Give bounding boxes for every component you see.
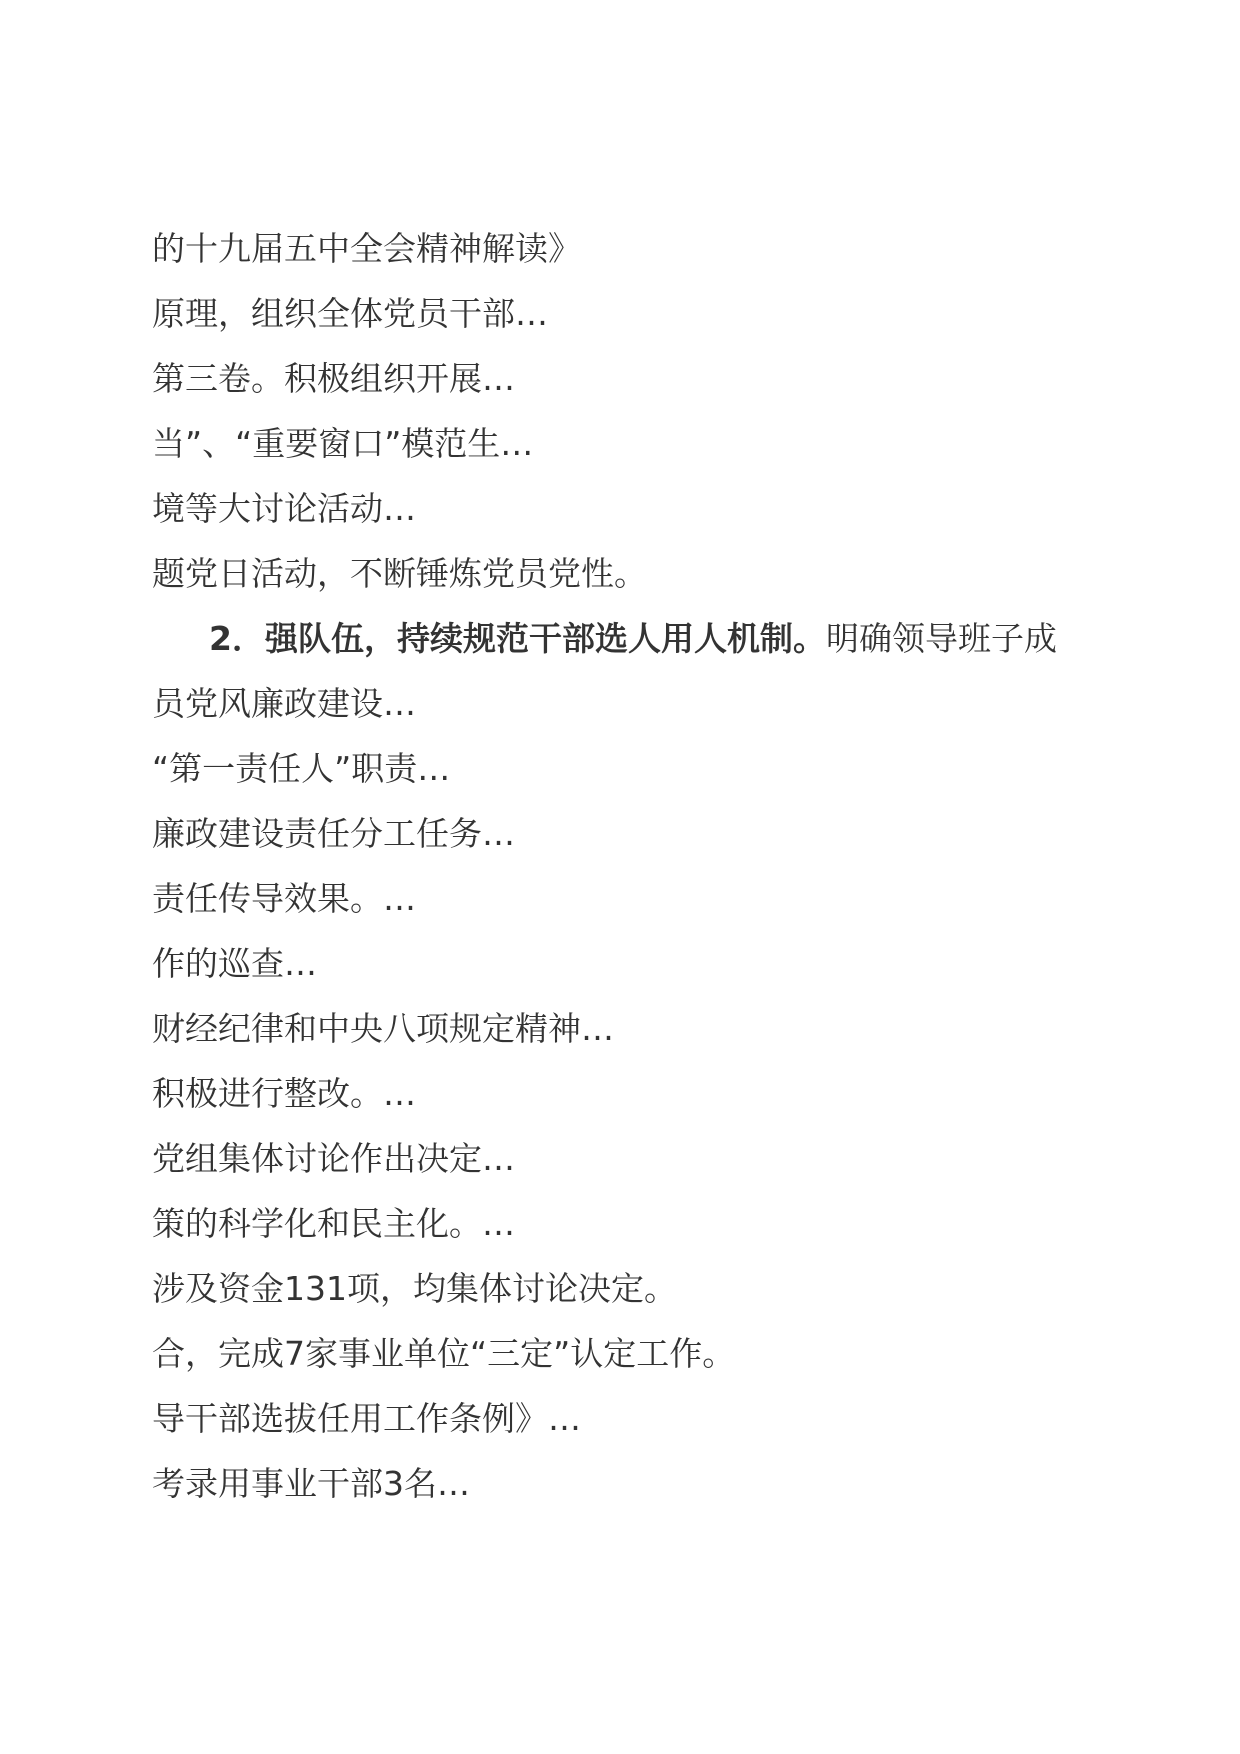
text-run: 明确领导班子成 bbox=[825, 619, 1057, 658]
text-line: 考录用事业干部3名… bbox=[152, 1464, 470, 1503]
body-text bbox=[152, 216, 1092, 1516]
text-line: 原理，组织全体党员干部… bbox=[152, 294, 548, 333]
text-line: 策的科学化和民主化。… bbox=[152, 1204, 515, 1243]
text-line: 责任传导效果。… bbox=[152, 879, 416, 918]
text-line: 涉及资金131项，均集体讨论决定。 bbox=[152, 1269, 677, 1308]
text-line: 财经纪律和中央八项规定精神… bbox=[152, 1009, 614, 1048]
paragraph-study-activities bbox=[152, 216, 1092, 606]
text-line: 廉政建设责任分工任务… bbox=[152, 814, 515, 853]
text-line: 第三卷。积极组织开展… bbox=[152, 359, 515, 398]
text-line: 员党风廉政建设… bbox=[152, 684, 416, 723]
paragraph-first-line bbox=[152, 606, 1092, 671]
text-line: 当”、“重要窗口”模范生… bbox=[152, 424, 534, 463]
text-line: 境等大讨论活动… bbox=[152, 489, 416, 528]
paragraph-team-building bbox=[152, 606, 1092, 1516]
text-line: 导干部选拔任用工作条例》… bbox=[152, 1399, 581, 1438]
text-line: 积极进行整改。… bbox=[152, 1074, 416, 1113]
text-line: 作的巡查… bbox=[152, 944, 317, 983]
text-line: “第一责任人”职责… bbox=[152, 749, 451, 788]
text-line: 党组集体讨论作出决定… bbox=[152, 1139, 515, 1178]
section-heading: 2．强队伍，持续规范干部选人用人机制。 bbox=[209, 619, 826, 658]
text-line: 的十九届五中全会精神解读》 bbox=[152, 229, 581, 268]
text-line: 合，完成7家事业单位“三定”认定工作。 bbox=[152, 1334, 736, 1373]
text-line: 题党日活动，不断锤炼党员党性。 bbox=[152, 554, 647, 593]
